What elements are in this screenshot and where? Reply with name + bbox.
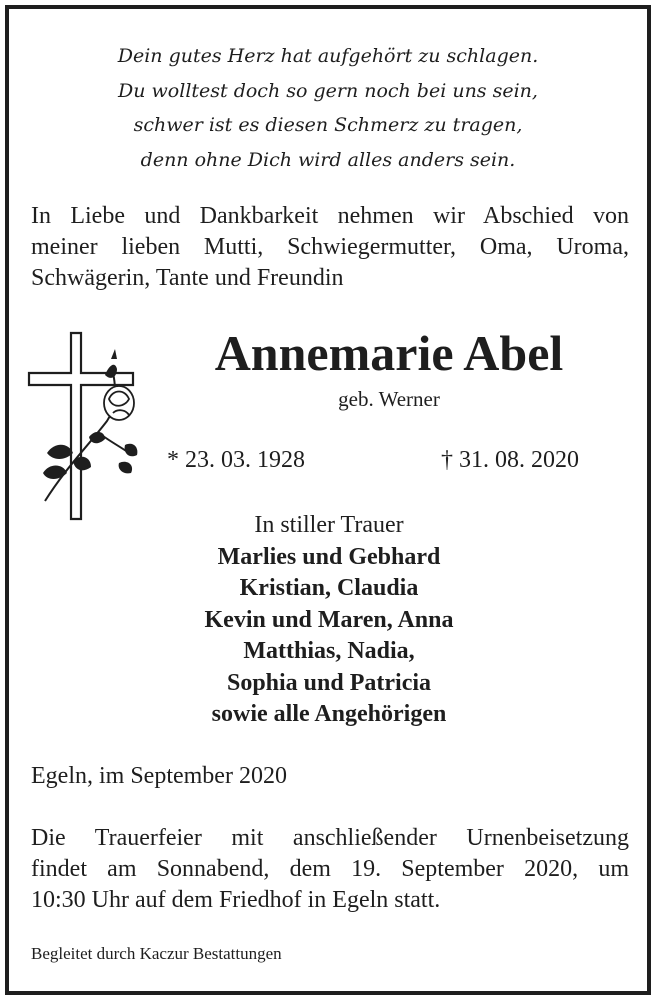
- obituary-frame: [5, 5, 651, 995]
- mourner-name: Kristian, Claudia: [239, 575, 419, 601]
- poem-line: schwer ist es diesen Schmerz zu tragen,: [133, 114, 523, 136]
- intro-text: [31, 201, 629, 294]
- intro-line: Schwägerin, Tante und Freundin: [31, 265, 344, 291]
- mourner-name: sowie alle Angehörigen: [211, 701, 447, 727]
- cross-with-rose-icon: [25, 329, 143, 525]
- mourner-name: Kevin und Maren, Anna: [204, 606, 454, 633]
- place-date: Egeln, im September 2020: [31, 763, 287, 789]
- mourner-name: Sophia und Patricia: [226, 669, 432, 696]
- mourners-list: [109, 510, 549, 731]
- poem: [9, 39, 647, 177]
- mourners-heading: In stiller Trauer: [254, 512, 404, 538]
- mourner-name: Matthias, Nadia,: [243, 638, 415, 664]
- poem-line: Du wolltest doch so gern noch bei uns sein,: [118, 79, 538, 102]
- mourner-name: Marlies und Gebhard: [217, 543, 441, 570]
- birth-date: * 23. 03. 1928: [167, 447, 305, 473]
- death-date: † 31. 08. 2020: [441, 447, 579, 473]
- poem-line: Dein gutes Herz hat aufgehört zu schlagen.: [117, 45, 539, 67]
- service-line: findet am Sonnabend, dem 19. September 2020, um: [31, 856, 629, 882]
- service-line: Die Trauerfeier mit anschließender Urnenbeisetzung: [31, 825, 629, 851]
- service-line: 10:30 Uhr auf dem Friedhof in Egeln statt.: [31, 887, 441, 913]
- intro-line: In Liebe und Dankbarkeit nehmen wir Abschied von: [31, 203, 629, 229]
- deceased-name: Annemarie Abel: [214, 325, 564, 381]
- poem-line: denn ohne Dich wird alles anders sein.: [140, 148, 516, 171]
- maiden-name: geb. Werner: [338, 387, 440, 411]
- funeral-home-credit: Begleitet durch Kaczur Bestattungen: [31, 944, 282, 963]
- service-text: [31, 823, 629, 916]
- intro-line: meiner lieben Mutti, Schwiegermutter, Oma, Uroma,: [31, 234, 629, 260]
